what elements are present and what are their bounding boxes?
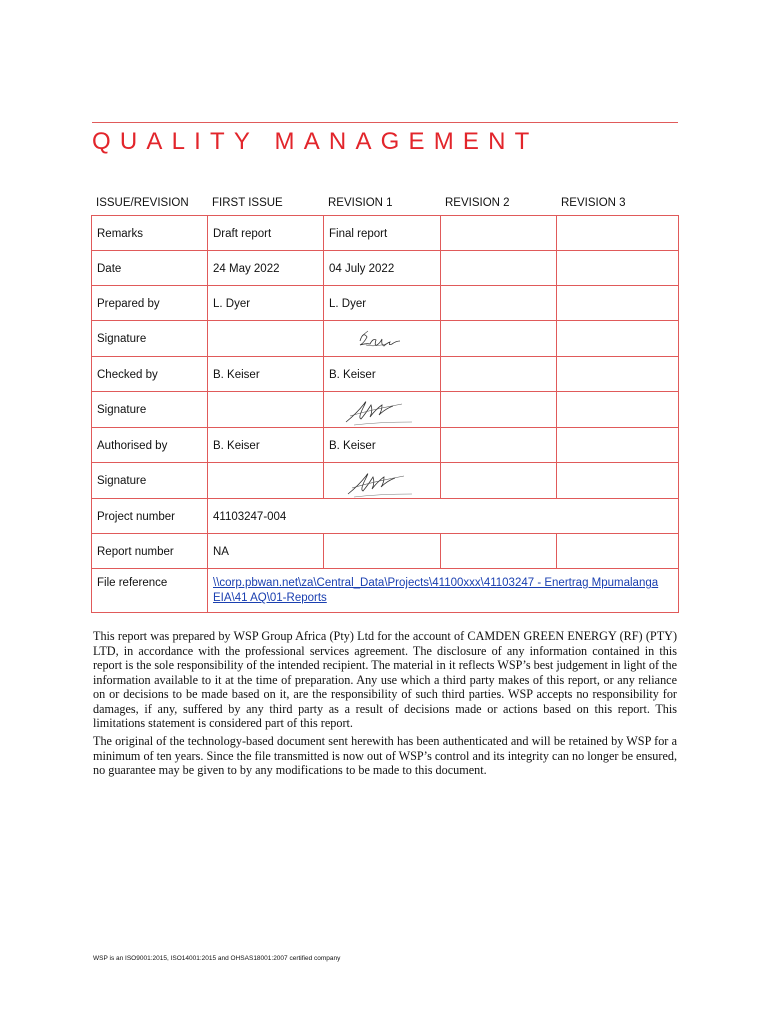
table-row-date: [92, 251, 679, 286]
cell-revision-1: Final report: [324, 216, 441, 251]
cell-revision-3: [557, 216, 679, 251]
cell-project-number: 41103247-004: [208, 499, 679, 534]
cell-first-issue: Draft report: [208, 216, 324, 251]
cell-revision-3: [557, 534, 679, 569]
title-rule: [92, 122, 678, 123]
column-header-issue-revision: ISSUE/REVISION: [96, 197, 189, 209]
signature-image-dyer: [324, 321, 441, 357]
row-label: Prepared by: [92, 286, 208, 321]
cell-revision-1: B. Keiser: [324, 428, 441, 463]
cell-revision-2: [441, 463, 557, 499]
cell-report-number: NA: [208, 534, 324, 569]
cell-revision-2: [441, 392, 557, 428]
row-label: Signature: [92, 463, 208, 499]
cell-revision-1: B. Keiser: [324, 357, 441, 392]
limitations-paragraph: This report was prepared by WSP Group Africa (Pty) Ltd for the account of CAMDEN GREEN ENERGY (RF) (PTY) LTD, in accordance with the professional services agreement. The disclosure of any information contained in this report is the sole responsibility of the intended recipient. The material in it reflects WSP’s best judgement in light of the information available to it at the time of preparation. Any use which a third party makes of this report, or any reliance on or decisions to be made based on it, are the responsibility of such third parties. WSP accepts no responsibility for damages, if any, suffered by any third party as a result of decisions made or actions based on this report. This limitations statement is considered part of this report.: [93, 629, 677, 730]
cell-file-reference: [208, 569, 679, 613]
cell-first-issue: 24 May 2022: [208, 251, 324, 286]
cell-revision-2: [441, 321, 557, 357]
cell-revision-2: [441, 428, 557, 463]
table-row-signature-authorised: [92, 463, 679, 499]
row-label: Report number: [92, 534, 208, 569]
cell-revision-2: [441, 286, 557, 321]
row-label: Authorised by: [92, 428, 208, 463]
cell-revision-3: [557, 428, 679, 463]
quality-management-table: [91, 215, 679, 613]
row-label: Signature: [92, 321, 208, 357]
row-label: Date: [92, 251, 208, 286]
table-row-authorised-by: [92, 428, 679, 463]
table-row-prepared-by: [92, 286, 679, 321]
cell-revision-2: [441, 251, 557, 286]
cell-first-issue: L. Dyer: [208, 286, 324, 321]
cell-revision-1: [324, 534, 441, 569]
table-row-signature-checked: [92, 392, 679, 428]
cell-revision-2: [441, 357, 557, 392]
authentication-paragraph: The original of the technology-based document sent herewith has been authenticated and will be retained by WSP for a minimum of ten years. Since the file transmitted is now out of WSP’s control and its integrity can no longer be ensured, no guarantee may be given to by any modifications to be made to this document.: [93, 734, 677, 777]
cell-revision-2: [441, 534, 557, 569]
cell-revision-3: [557, 463, 679, 499]
cell-revision-3: [557, 392, 679, 428]
cell-first-issue: B. Keiser: [208, 357, 324, 392]
table-row-signature-prepared: [92, 321, 679, 357]
page-footer: WSP is an ISO9001:2015, ISO14001:2015 and OHSAS18001:2007 certified company: [93, 955, 341, 962]
row-label: Project number: [92, 499, 208, 534]
cell-revision-3: [557, 357, 679, 392]
table-row-file-reference: [92, 569, 679, 613]
cell-revision-1: 04 July 2022: [324, 251, 441, 286]
cell-first-issue: B. Keiser: [208, 428, 324, 463]
table-row-checked-by: [92, 357, 679, 392]
cell-revision-3: [557, 321, 679, 357]
page-title: QUALITY MANAGEMENT: [92, 128, 539, 155]
cell-revision-3: [557, 251, 679, 286]
cell-first-issue: [208, 392, 324, 428]
column-header-revision-1: REVISION 1: [328, 197, 393, 209]
cell-revision-2: [441, 216, 557, 251]
row-label: Checked by: [92, 357, 208, 392]
column-header-revision-2: REVISION 2: [445, 197, 510, 209]
cell-revision-1: L. Dyer: [324, 286, 441, 321]
table-row-report-number: [92, 534, 679, 569]
cell-first-issue: [208, 321, 324, 357]
row-label: Signature: [92, 392, 208, 428]
file-reference-link[interactable]: \\corp.pbwan.net\za\Central_Data\Projects\41100xxx\41103247 - Enertrag Mpumalanga EIA\41 AQ\01-Reports: [213, 577, 659, 604]
row-label: File reference: [92, 569, 208, 613]
column-header-first-issue: FIRST ISSUE: [212, 197, 283, 209]
signature-image-keiser-authorised: [324, 463, 441, 499]
table-row-remarks: [92, 216, 679, 251]
column-header-revision-3: REVISION 3: [561, 197, 626, 209]
cell-revision-3: [557, 286, 679, 321]
signature-image-keiser-checked: [324, 392, 441, 428]
table-row-project-number: [92, 499, 679, 534]
row-label: Remarks: [92, 216, 208, 251]
cell-first-issue: [208, 463, 324, 499]
